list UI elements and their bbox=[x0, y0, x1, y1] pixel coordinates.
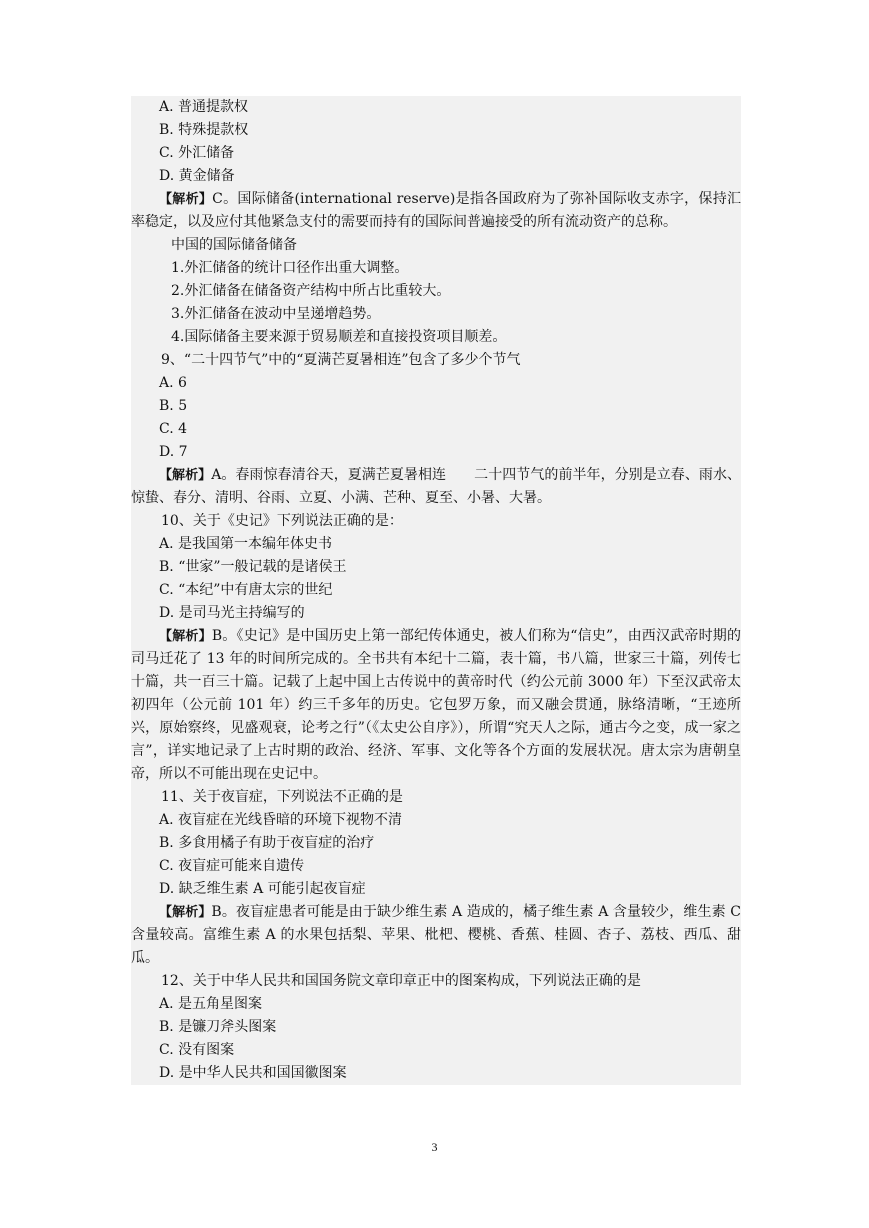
answer-option: C. 外汇储备 bbox=[159, 145, 235, 161]
page-number: 3 bbox=[431, 1140, 438, 1154]
question-stem: 10、关于《史记》下列说法正确的是： bbox=[161, 513, 403, 529]
question-stem: 12、关于中华人民共和国国务院文章印章正中的图案构成，下列说法正确的是 bbox=[161, 973, 641, 989]
answer-option: D. 是司马光主持编写的 bbox=[159, 605, 305, 621]
body-line: 1.外汇储备的统计口径作出重大调整。 bbox=[171, 260, 409, 276]
answer-option: B. 多食用橘子有助于夜盲症的治疗 bbox=[159, 835, 375, 851]
analysis-label: 【解析】 bbox=[159, 905, 212, 920]
analysis-text: A。春雨惊春清谷天，夏满芒夏暑相连 二十四节气的前半年，分别是立春、雨水、惊蛰、春分、清明、谷雨、立夏、小满、芒种、夏至、小暑、大暑。 bbox=[131, 467, 741, 506]
analysis-label: 【解析】 bbox=[159, 468, 212, 483]
answer-option: B. “世家”一般记载的是诸侯王 bbox=[159, 559, 347, 575]
answer-option: A. 6 bbox=[159, 375, 187, 391]
analysis-label: 【解析】 bbox=[159, 192, 213, 207]
analysis-paragraph bbox=[131, 464, 741, 510]
body-line: 4.国际储备主要来源于贸易顺差和直接投资项目顺差。 bbox=[171, 329, 507, 345]
answer-option: A. 是我国第一本编年体史书 bbox=[159, 536, 333, 552]
analysis-paragraph bbox=[131, 188, 741, 234]
answer-option: A. 是五角星图案 bbox=[159, 996, 263, 1012]
answer-option: D. 7 bbox=[159, 444, 188, 460]
answer-option: B. 特殊提款权 bbox=[159, 122, 249, 138]
answer-option: C. “本纪”中有唐太宗的世纪 bbox=[159, 582, 333, 598]
answer-option: D. 缺乏维生素 A 可能引起夜盲症 bbox=[159, 881, 366, 897]
body-line: 3.外汇储备在波动中呈递增趋势。 bbox=[171, 306, 381, 322]
answer-option: C. 没有图案 bbox=[159, 1042, 235, 1058]
analysis-text: C。国际储备(international reserve)是指各国政府为了弥补国际收支赤字，保持汇率稳定，以及应付其他紧急支付的需要而持有的国际间普遍接受的所有流动资产的总称。 bbox=[131, 191, 741, 230]
body-line: 中国的国际储备储备 bbox=[171, 237, 297, 253]
body-line: 2.外汇储备在储备资产结构中所占比重较大。 bbox=[171, 283, 451, 299]
analysis-text: B。夜盲症患者可能是由于缺少维生素 A 造成的，橘子维生素 A 含量较少，维生素 C 含量较高。富维生素 A 的水果包括梨、苹果、枇杷、樱桃、香蕉、桂圆、杏子、荔枝、西瓜、甜瓜。 bbox=[131, 904, 741, 966]
answer-option: A. 夜盲症在光线昏暗的环境下视物不清 bbox=[159, 812, 403, 828]
answer-option: B. 是镰刀斧头图案 bbox=[159, 1019, 277, 1035]
document-body bbox=[131, 96, 741, 1085]
analysis-paragraph bbox=[131, 901, 741, 970]
answer-option: A. 普通提款权 bbox=[159, 99, 249, 115]
answer-option: D. 是中华人民共和国国徽图案 bbox=[159, 1065, 347, 1081]
answer-option: B. 5 bbox=[159, 398, 188, 414]
analysis-label: 【解析】 bbox=[159, 629, 212, 644]
answer-option: C. 4 bbox=[159, 421, 188, 437]
answer-option: D. 黄金储备 bbox=[159, 168, 235, 184]
analysis-paragraph bbox=[131, 625, 741, 786]
answer-option: C. 夜盲症可能来自遗传 bbox=[159, 858, 305, 874]
question-stem: 11、关于夜盲症，下列说法不正确的是 bbox=[161, 789, 403, 805]
analysis-text: B。《史记》是中国历史上第一部纪传体通史，被人们称为“信史”，由西汉武帝时期的司马迁花了 13 年的时间所完成的。全书共有本纪十二篇，表十篇，书八篇，世家三十篇，列传七十篇，共一百三十篇。记载了上起中国上古传说中的黄帝时代（约公元前 3000 年）下至汉武帝太初四年（公元前 101 年）约三千多年的历史。它包罗万象，而又融会贯通，脉络清晰，“王迹所兴，原始察终，见盛观衰，论考之行”（《太史公自序》），所谓“究天人之际，通古今之变，成一家之言”，详实地记录了上古时期的政治、经济、军事、文化等各个方面的发展状况。唐太宗为唐朝皇帝，所以不可能出现在史记中。 bbox=[131, 628, 741, 782]
question-stem: 9、“二十四节气”中的“夏满芒夏暑相连”包含了多少个节气 bbox=[161, 352, 521, 368]
